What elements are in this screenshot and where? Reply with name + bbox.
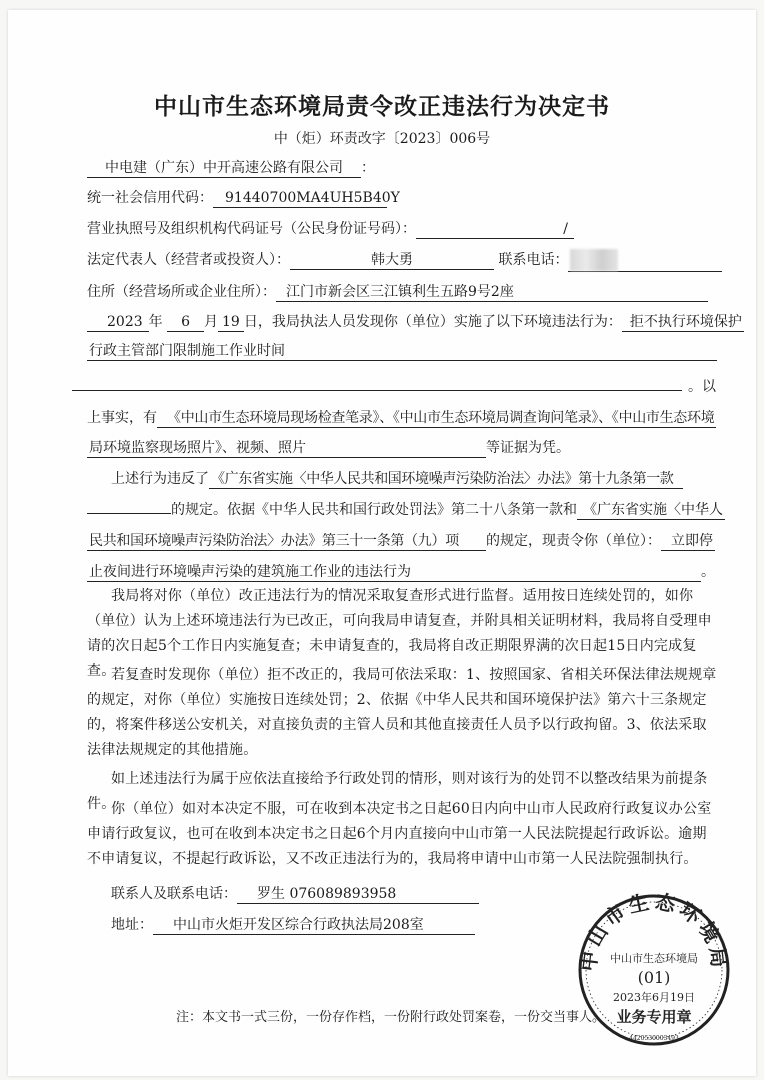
recipient-line: 中电建（广东）中开高速公路有限公司 ： — [87, 157, 375, 178]
penalty-paragraph: 如上述违法行为属于应依法直接给予行政处罚的情形，则对该行为的处罚不以整改结果为前提条件。 — [87, 771, 708, 812]
evidence-line-2: 局环境监察现场照片》、视频、照片 等证据为凭。 — [89, 440, 570, 456]
contact-line: 联系人及联系电话： 罗生 076089893958 — [111, 883, 479, 904]
phone-value — [568, 249, 722, 272]
seal-code: (01) — [637, 968, 671, 987]
seal-inner-text: 中山市生态环境局 — [610, 952, 698, 965]
finding-line-1: 2023 年 6 月 19 日，我局执法人员发现你（单位）实施了以下环境违法行为： 拒不执行环境保护 — [87, 311, 744, 332]
law-line-2: 的规定。依据《中华人民共和国行政处罚法》第二十八条第一款和 《广东省实施〈中华人 — [87, 499, 725, 520]
document-number: 中（炬）环责改字〔2023〕006号 — [273, 131, 491, 147]
address-value: 江门市新会区三江镇利生五路9号2座 — [276, 283, 708, 302]
contact-value: 罗生 076089893958 — [237, 885, 479, 904]
phone-label: 联系电话： — [498, 252, 569, 268]
office-line: 地址： 中山市火炬开发区综合行政执法局208室 — [111, 914, 475, 935]
address-line — [87, 281, 708, 302]
measures-paragraph: 若复查时发现你（单位）拒不改正的，我局可依法采取：1、按照国家、省相关环保法律法规规章的规定，对你（单位）实施按日连续处罚；2、依据《中华人民共和国环境保护法》第六十三条规定的，将案件移送公安机关，对直接负责的主管人员和其他直接责任人员予以行政拘留。3、依法采取法律法规规定的其他措施。 — [87, 667, 717, 758]
legal-rep-line — [87, 249, 722, 272]
review-paragraph: 我局将对你（单位）改正违法行为的情况采取复查形式进行监督。适用按日连续处罚的，如你（单位）认为上述环境违法行为已改正，可向我局申请复查，并附具相关证明材料，我局将自受理申请的次日起5个工作日内实施复查；未申请复查的，我局将自改正期限界满的次日起15日内完成复查。 — [87, 588, 712, 679]
finding-line-2: 行政主管部门限制施工作业时间 — [87, 342, 717, 361]
recipient-name: 中电建（广东）中开高速公路有限公司 — [87, 159, 361, 178]
legal-rep-value: 韩大勇 — [290, 251, 494, 270]
office-address: 中山市火炬开发区综合行政执法局208室 — [153, 916, 475, 935]
legal-rep-label: 法定代表人（经营者或投资人）： — [87, 252, 290, 268]
license-value: / — [416, 220, 574, 239]
law-line-1: 上述行为违反了 《广东省实施〈中华人民共和国环境噪声污染防治法〉办法》第十九条第一款 — [111, 468, 683, 489]
blank-underline — [72, 390, 682, 391]
credit-code-label: 统一社会信用代码： — [87, 190, 213, 206]
law-line-3: 民共和国环境噪声污染防治法〉办法》第三十一条第（九）项 的规定，现责令你（单位）： 立即停 — [89, 533, 713, 549]
seal-date: 2023年6月19日 — [613, 991, 695, 1004]
evidence-line-1: 上事实，有 《中山市生态环境局现场检查笔录》、《中山市生态环境局调查询问笔录》、《中山市生态环境 — [87, 410, 715, 426]
credit-code-line — [87, 187, 400, 208]
appeal-paragraph: 你（单位）如对本决定不服，可在收到本决定书之日起60日内向中山市人民政府行政复议办公室申请行政复议，也可在收到本决定书之日起6个月内直接向中山市第一人民法院提起行政诉讼。逾期不申请复议，不提起行政诉讼，又不改正违法行为的，我局将申请中山市第一人民法院强制执行。 — [87, 801, 712, 867]
document-page: 中山市生态环境局责令改正违法行为决定书 中（炬）环责改字〔2023〕006号 中电建（广东）中开高速公路有限公司 ： 统一社会信用代码： 91440700MA4UH5B40Y 营业执照号及组织机构代码证号（公民身份证号码）： / 法定代表人（经营者或投资人）： 韩大勇 联系电话： 住所（经营场所或企业住所）： 江门市新会区三江镇利生五路9号2座 2023 年 6 月 19 日，我局执法人员发现你（单位）实施了以下环境违法行为： 拒不执行环境保护 行政主管部门限制施工作业时间 。以 上事实，有 《中山市生态环境局现场检查笔录》、《中山市生态环境局调查询问笔录》、《中山市生态环境 局环境监察现场照片》、视频、照片 等证据为凭。 上述行为违反了 《广东省实施〈中华人民共和国环境噪声污染防治法〉办法》第十九条第一款 的规定。依据《中华人民共和国行政处罚法》第二十八条第一款和 《广东省实施〈中华人 民共和国环境噪声污染防治法〉办法》第三十一条第（九）项 的规定，现责令你（单位）： 立即停 止夜间进行环境噪声污染的建筑施工作业的违法行为 。 我局将对你（单位）改正违法行为的情况采取复查形式进行监督。适用按日连续处罚的，如你（单位）认为上述环境违法行为已改正，可向我局申请复查，并附具相关证明材料，我局将自受理申请的次日起5个工作日内实施复查；未申请复查的，我局将自改正期限界满的次日起15日内完成复查。 若复查时发现你（单位）拒不改正的，我局可依法采取：1、按照国家、省相关环保法律法规规章的规定，对你（单位）实施按日连续处罚；2、依据《中华人民共和国环境保护法》第六十三条规定的，将案件移送公安机关，对直接负责的主管人员和其他直接责任人员予以行政拘留。3、依法采取法律法规规定的其他措施。 如上述违法行为属于应依法直接给予行政处罚的情形，则对该行为的处罚不以整改结果为前提条件。 你（单位）如对本决定不服，可在收到本决定书之日起60日内向中山市人民政府行政复议办公室申请行政复议，也可在收到本决定书之日起6个月内直接向中山市第一人民法院提起行政诉讼。逾期不申请复议，不提起行政诉讼，又不改正违法行为的，我局将申请中山市第一人民法院强制执行。 联系人及联系电话： 罗生 076089893958 地址： 中山市火炬开发区综合行政执法局208室 注：本文书一式三份，一份存作档，一份附行政处罚案卷，一份交当事人。 中山市生态环境局 中山市生态环境局 (01) 2023年6月19日 业务专用章 4420530003493 — [8, 10, 756, 1076]
redacted-phone — [570, 249, 618, 271]
license-label: 营业执照号及组织机构代码证号（公民身份证号码）： — [87, 221, 416, 237]
footer-note: 注：本文书一式三份，一份存作档，一份附行政处罚案卷，一份交当事人。 — [176, 1010, 606, 1025]
official-seal-stamp — [574, 890, 734, 1050]
seal-outer-text: 中山市生态环境局 — [576, 890, 732, 973]
credit-code-value: 91440700MA4UH5B40Y — [213, 189, 387, 208]
address-label: 住所（经营场所或企业住所）： — [87, 284, 276, 300]
seal-serial: 4420530003493 — [629, 1035, 679, 1042]
seal-bottom-text: 业务专用章 — [616, 1008, 692, 1026]
law-line-4: 止夜间进行环境噪声污染的建筑施工作业的违法行为 。 — [89, 564, 715, 580]
document-title: 中山市生态环境局责令改正违法行为决定书 — [154, 94, 610, 120]
license-line — [87, 218, 574, 239]
